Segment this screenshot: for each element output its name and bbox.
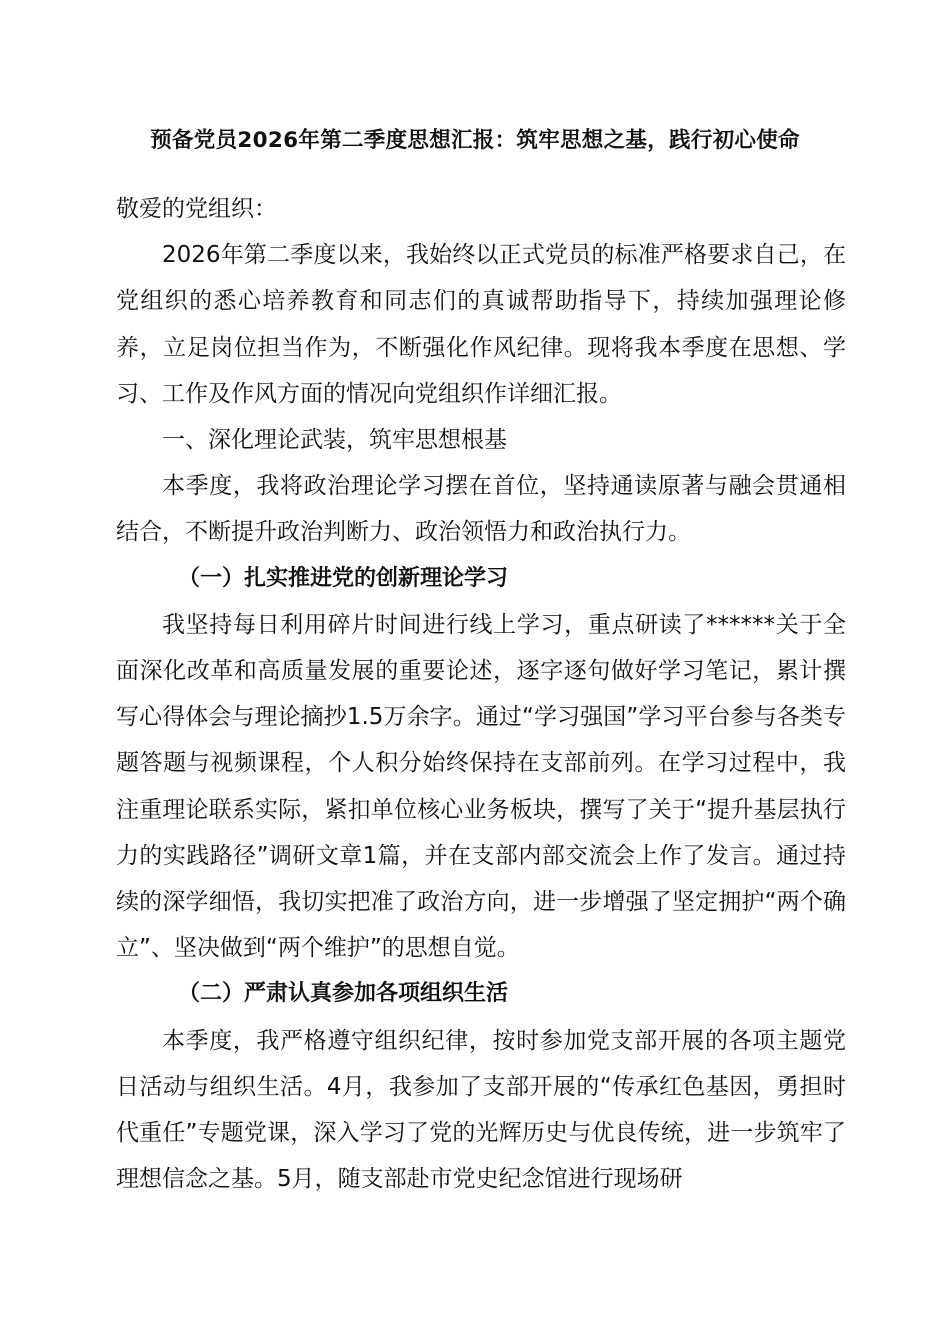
subsection-heading: （一）扎实推进党的创新理论学习 xyxy=(178,565,509,591)
document-title: 预备党员2026年第二季度思想汇报：筑牢思想之基，践行初心使命 xyxy=(150,128,800,153)
salutation: 敬爱的党组织： xyxy=(116,196,277,222)
subsection-paragraph: 本季度，我严格遵守组织纪律，按时参加党支部开展的各项主题党日活动与组织生活。4月，我参加了支部开展的“传承红色基因，勇担时代重任”专题党课，深入学习了党的光辉历史与优良传统，进一步筑牢了理想信念之基。5月，随支部赴市党史纪念馆进行现场研 xyxy=(116,1027,846,1193)
document-body xyxy=(116,186,846,1202)
subsection-paragraph: 我坚持每日利用碎片时间进行线上学习，重点研读了******关于全面深化改革和高质量发展的重要论述，逐字逐句做好学习笔记，累计撰写心得体会与理论摘抄1.5万余字。通过“学习强国”学习平台参与各类专题答题与视频课程，个人积分始终保持在支部前列。在学习过程中，我注重理论联系实际，紧扣单位核心业务板块，撰写了关于“提升基层执行力的实践路径”调研文章1篇，并在支部内部交流会上作了发言。通过持续的深学细悟，我切实把准了政治方向，进一步增强了坚定拥护“两个确立”、坚决做到“两个维护”的思想自觉。 xyxy=(116,611,846,962)
section-intro-paragraph: 本季度，我将政治理论学习摆在首位，坚持通读原著与融会贯通相结合，不断提升政治判断力、政治领悟力和政治执行力。 xyxy=(116,473,846,546)
section-heading: 一、深化理论武装，筑牢思想根基 xyxy=(162,427,507,454)
intro-paragraph: 2026年第二季度以来，我始终以正式党员的标准严格要求自己，在党组织的悉心培养教育和同志们的真诚帮助指导下，持续加强理论修养，立足岗位担当作为，不断强化作风纪律。现将我本季度在思想、学习、工作及作风方面的情况向党组织作详细汇报。 xyxy=(116,242,846,407)
subsection-heading: （二）严肃认真参加各项组织生活 xyxy=(178,981,509,1007)
